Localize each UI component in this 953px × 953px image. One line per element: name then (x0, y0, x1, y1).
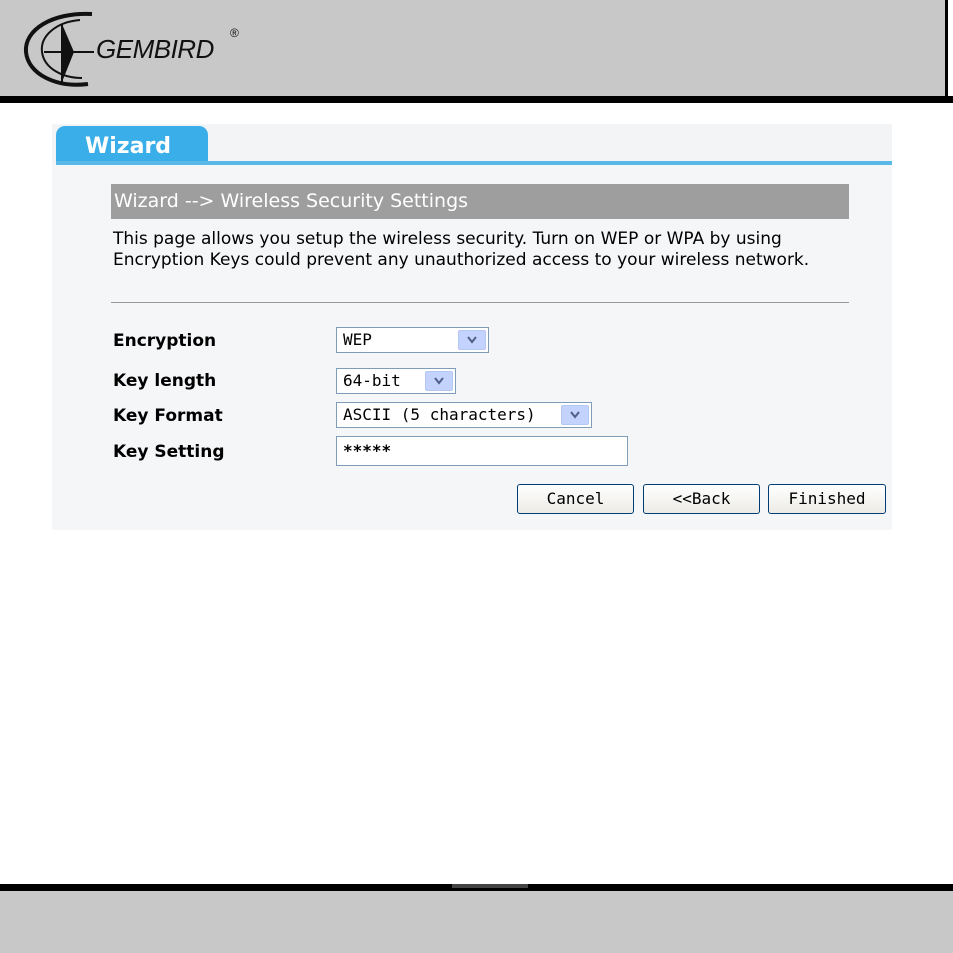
key-setting-label: Key Setting (113, 442, 225, 462)
chevron-down-icon (467, 336, 477, 344)
encryption-label: Encryption (113, 331, 217, 351)
brand-name: GEMBIRD (96, 34, 214, 64)
key-length-select[interactable] (336, 368, 456, 394)
gembird-logo (22, 8, 262, 94)
encryption-select[interactable] (336, 327, 489, 353)
key-format-select[interactable] (336, 402, 592, 428)
key-format-label: Key Format (113, 406, 223, 426)
finished-button[interactable]: Finished (768, 484, 886, 514)
key-length-value: 64-bit (343, 371, 401, 390)
registered-mark: ® (230, 26, 239, 40)
page-footer (0, 891, 953, 953)
footer-notch (452, 884, 528, 888)
back-button[interactable]: <<Back (643, 484, 760, 514)
tab-wizard-label: Wizard (85, 134, 172, 159)
dropdown-arrow-button[interactable] (425, 371, 453, 391)
key-length-label: Key length (113, 371, 217, 391)
section-title: Wizard --> Wireless Security Settings (111, 184, 849, 219)
key-setting-value: ***** (343, 441, 392, 460)
dropdown-arrow-button[interactable] (561, 405, 589, 425)
dropdown-arrow-button[interactable] (458, 330, 486, 350)
section-description: This page allows you setup the wireless security. Turn on WEP or WPA by using Encryption Keys could prevent any unauthorized access to your wireless network. (113, 229, 810, 270)
divider (111, 302, 849, 303)
header-border (0, 96, 953, 103)
cancel-button[interactable]: Cancel (517, 484, 634, 514)
encryption-value: WEP (343, 330, 372, 349)
chevron-down-icon (434, 377, 444, 385)
key-setting-input[interactable] (336, 436, 628, 466)
chevron-down-icon (570, 411, 580, 419)
key-format-value: ASCII (5 characters) (343, 405, 536, 424)
tab-underline (56, 161, 892, 165)
